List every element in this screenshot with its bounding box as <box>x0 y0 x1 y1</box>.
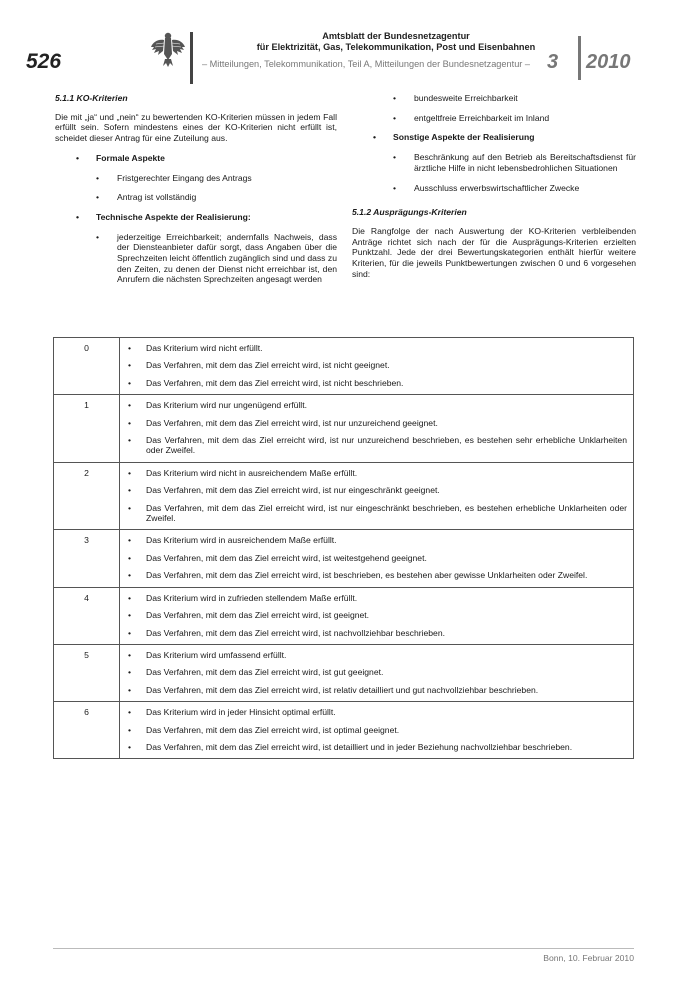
page-number: 526 <box>26 50 62 73</box>
score-cell: 0 <box>54 338 120 395</box>
header-divider-left <box>190 32 193 84</box>
score-cell: 3 <box>54 530 120 587</box>
group-title-other: • Sonstige Aspekte der Realisierung <box>352 132 636 143</box>
section-heading-ko: 5.1.1 KO-Kriterien <box>55 93 128 103</box>
list-item: • Das Verfahren, mit dem das Ziel erreicht wird, ist nicht geeignet. <box>120 360 627 370</box>
footer-divider <box>53 948 634 949</box>
list-item: • Das Verfahren, mit dem das Ziel erreicht wird, ist beschrieben, es bestehen aber gewisse Unklarheiten oder Zweifel. <box>120 570 627 580</box>
table-row <box>54 587 634 644</box>
group-title-formal: • Formale Aspekte <box>55 153 337 164</box>
list-item: • Das Verfahren, mit dem das Ziel erreicht wird, ist nur eingeschränkt beschrieben, es bestehen erhebliche Unklarheiten oder Zweifel. <box>120 503 627 524</box>
federal-eagle-icon <box>150 30 186 68</box>
score-cell: 2 <box>54 462 120 530</box>
issue-number: 3 <box>547 51 559 73</box>
criteria-cell <box>120 587 634 644</box>
criteria-cell <box>120 702 634 759</box>
criteria-cell <box>120 462 634 530</box>
list-item: • Das Verfahren, mit dem das Ziel erreicht wird, ist gut geeignet. <box>120 667 627 677</box>
header-divider-right <box>578 36 581 80</box>
table-row <box>54 530 634 587</box>
list-item: • Das Verfahren, mit dem das Ziel erreicht wird, ist nur unzureichend geeignet. <box>120 418 627 428</box>
list-item: • Das Verfahren, mit dem das Ziel erreicht wird, ist detailliert und in jeder Beziehung nachvollziehbar beschrieben. <box>120 742 627 752</box>
table-row <box>54 462 634 530</box>
list-item: • Antrag ist vollständig <box>55 192 337 203</box>
table-row <box>54 338 634 395</box>
publication-subtitle: – Mitteilungen, Telekommunikation, Teil A, Mitteilungen der Bundesnetzagentur – <box>201 59 531 69</box>
auspraegung-paragraph: Die Rangfolge der nach Auswertung der KO-Kriterien verbleibenden Anträge richtet sich nach der für die Ausprägungs-Kriterien erzielten Punktzahl. Jede der drei Bewertungskategorien enthält hierfür weitere Kriterien, für die jeweils Punktbewertungen zwischen 0 und 6 vorgesehen sind: <box>352 225 636 279</box>
right-column <box>352 93 636 288</box>
footer-place-date: Bonn, 10. Februar 2010 <box>543 953 634 963</box>
list-item: • Das Verfahren, mit dem das Ziel erreicht wird, ist geeignet. <box>120 610 627 620</box>
list-item: • Das Verfahren, mit dem das Ziel erreicht wird, ist nachvollziehbar beschrieben. <box>120 628 627 638</box>
group-title-technical: • Technische Aspekte der Realisierung: <box>55 212 337 223</box>
list-item: • Das Kriterium wird nur ungenügend erfüllt. <box>120 400 627 410</box>
list-item: • Fristgerechter Eingang des Antrags <box>55 173 337 184</box>
score-cell: 1 <box>54 395 120 463</box>
list-item: • Das Kriterium wird nicht erfüllt. <box>120 343 627 353</box>
ko-intro-paragraph: Die mit „ja“ und „nein“ zu bewertenden KO-Kriterien müssen in jedem Fall erfüllt sein. Sofern mindestens eines der KO-Kriterien nicht erfüllt ist, scheidet dieser Antrag für eine Zuteilung aus. <box>55 111 337 144</box>
table-row <box>54 702 634 759</box>
score-cell: 5 <box>54 644 120 701</box>
list-item: • Das Verfahren, mit dem das Ziel erreicht wird, ist relativ detailliert und gut nachvollziehbar beschrieben. <box>120 685 627 695</box>
criteria-cell <box>120 644 634 701</box>
list-item: • Das Verfahren, mit dem das Ziel erreicht wird, ist optimal geeignet. <box>120 725 627 735</box>
publication-title-line2: für Elektrizität, Gas, Telekommunikation, Post und Eisenbahnen <box>256 42 536 52</box>
criteria-cell <box>120 395 634 463</box>
list-item: • Beschränkung auf den Betrieb als Bereitschaftsdienst für ärztliche Hilfe in nicht lebensbedrohlichen Situationen <box>352 152 636 173</box>
list-item: • Ausschluss erwerbswirtschaftlicher Zwecke <box>352 183 636 194</box>
criteria-cell <box>120 338 634 395</box>
list-item: • jederzeitige Erreichbarkeit; andernfalls Nachweis, dass der Diensteanbieter dafür sorgt, dass Angaben über die Sprechzeiten leicht öffentlich zugänglich sind und dass zu den Zeiten, zu denen der Dienst nicht erreichbar ist, den Anrufern die nächsten Sprechzeiten angesagt werden <box>55 232 337 286</box>
list-item: • entgeltfreie Erreichbarkeit im Inland <box>352 113 636 124</box>
list-item: • bundesweite Erreichbarkeit <box>352 93 636 104</box>
list-item: • Das Kriterium wird in jeder Hinsicht optimal erfüllt. <box>120 707 627 717</box>
list-item: • Das Verfahren, mit dem das Ziel erreicht wird, ist nur unzureichend beschrieben, es bestehen sehr erhebliche Unklarheiten oder Zweifel. <box>120 435 627 456</box>
list-item: • Das Verfahren, mit dem das Ziel erreicht wird, ist weitestgehend geeignet. <box>120 553 627 563</box>
table-row <box>54 644 634 701</box>
list-item: • Das Kriterium wird umfassend erfüllt. <box>120 650 627 660</box>
list-item: • Das Kriterium wird in ausreichendem Maße erfüllt. <box>120 535 627 545</box>
issue-year: 2010 <box>586 51 631 73</box>
scoring-table-wrapper <box>53 337 634 759</box>
publication-title <box>196 31 596 53</box>
section-heading-auspraegung: 5.1.2 Ausprägungs-Kriterien <box>352 207 467 218</box>
list-item: • Das Verfahren, mit dem das Ziel erreicht wird, ist nur eingeschränkt geeignet. <box>120 485 627 495</box>
score-cell: 6 <box>54 702 120 759</box>
score-cell: 4 <box>54 587 120 644</box>
list-item: • Das Kriterium wird nicht in ausreichendem Maße erfüllt. <box>120 468 627 478</box>
left-column <box>55 93 337 294</box>
scoring-table <box>53 337 634 759</box>
list-item: • Das Verfahren, mit dem das Ziel erreicht wird, ist nicht beschrieben. <box>120 378 627 388</box>
criteria-cell <box>120 530 634 587</box>
table-row <box>54 395 634 463</box>
list-item: • Das Kriterium wird in zufrieden stellendem Maße erfüllt. <box>120 593 627 603</box>
publication-title-line1: Amtsblatt der Bundesnetzagentur <box>322 31 470 41</box>
